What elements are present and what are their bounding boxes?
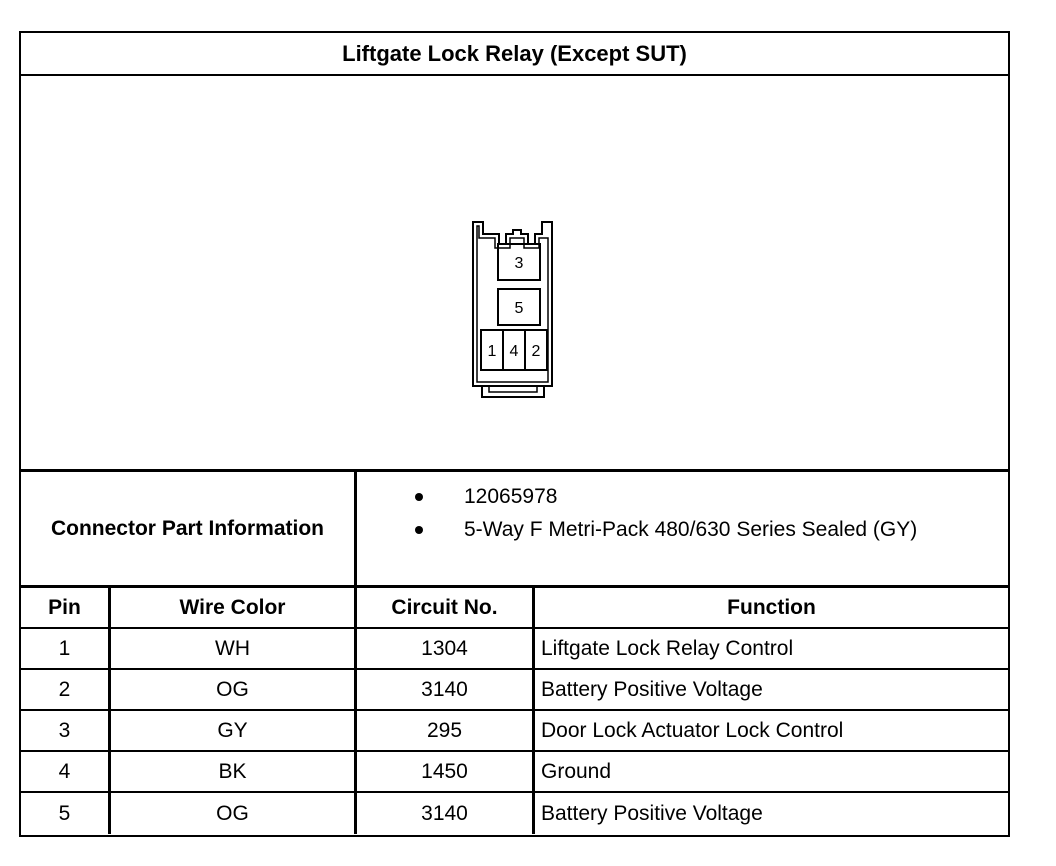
cell-circuit: 3140 (357, 793, 535, 834)
cell-function: Door Lock Actuator Lock Control (541, 718, 844, 742)
bullet-icon (415, 493, 423, 501)
pin-label-5: 5 (514, 300, 524, 317)
pin-label-2: 2 (531, 343, 541, 360)
header-pin: Pin (21, 588, 111, 627)
cell-pin: 3 (21, 711, 111, 750)
cell-circuit: 1304 (357, 629, 535, 668)
pin-label-3: 3 (514, 255, 524, 272)
connector-info-details (357, 472, 1008, 585)
cell-pin: 4 (21, 752, 111, 791)
cell-function: Ground (541, 759, 612, 783)
table-row (21, 752, 1008, 793)
table-header-row (21, 588, 1008, 629)
cell-function: Battery Positive Voltage (541, 677, 763, 701)
pinout-table (21, 588, 1008, 835)
document-title: Liftgate Lock Relay (Except SUT) (21, 33, 1008, 76)
header-wire-color: Wire Color (111, 588, 357, 627)
connector-description: 5-Way F Metri-Pack 480/630 Series Sealed (GY) (464, 518, 918, 541)
connector-face-diagram (21, 76, 1008, 469)
cell-circuit: 3140 (357, 670, 535, 709)
table-row (21, 670, 1008, 711)
connector-document (19, 31, 1010, 837)
connector-diagram-area (21, 76, 1008, 472)
pin-label-1: 1 (487, 343, 497, 360)
table-row (21, 629, 1008, 670)
pin-label-4: 4 (509, 343, 519, 360)
cell-wire-color: OG (111, 793, 357, 834)
cell-circuit: 295 (357, 711, 535, 750)
cell-circuit: 1450 (357, 752, 535, 791)
cell-function: Liftgate Lock Relay Control (541, 636, 794, 660)
cell-pin: 1 (21, 629, 111, 668)
part-number: 12065978 (464, 485, 558, 508)
header-function: Function (727, 595, 816, 619)
table-row (21, 793, 1008, 834)
connector-info-label: Connector Part Information (21, 472, 357, 585)
cell-pin: 5 (21, 793, 111, 834)
list-item (357, 482, 1008, 512)
cell-wire-color: BK (111, 752, 357, 791)
header-circuit-no: Circuit No. (357, 588, 535, 627)
list-item (357, 515, 1008, 545)
connector-part-information (21, 472, 1008, 588)
cell-wire-color: OG (111, 670, 357, 709)
table-row (21, 711, 1008, 752)
cell-pin: 2 (21, 670, 111, 709)
cell-wire-color: GY (111, 711, 357, 750)
cell-function: Battery Positive Voltage (541, 801, 763, 825)
bullet-icon (415, 526, 423, 534)
cell-wire-color: WH (111, 629, 357, 668)
